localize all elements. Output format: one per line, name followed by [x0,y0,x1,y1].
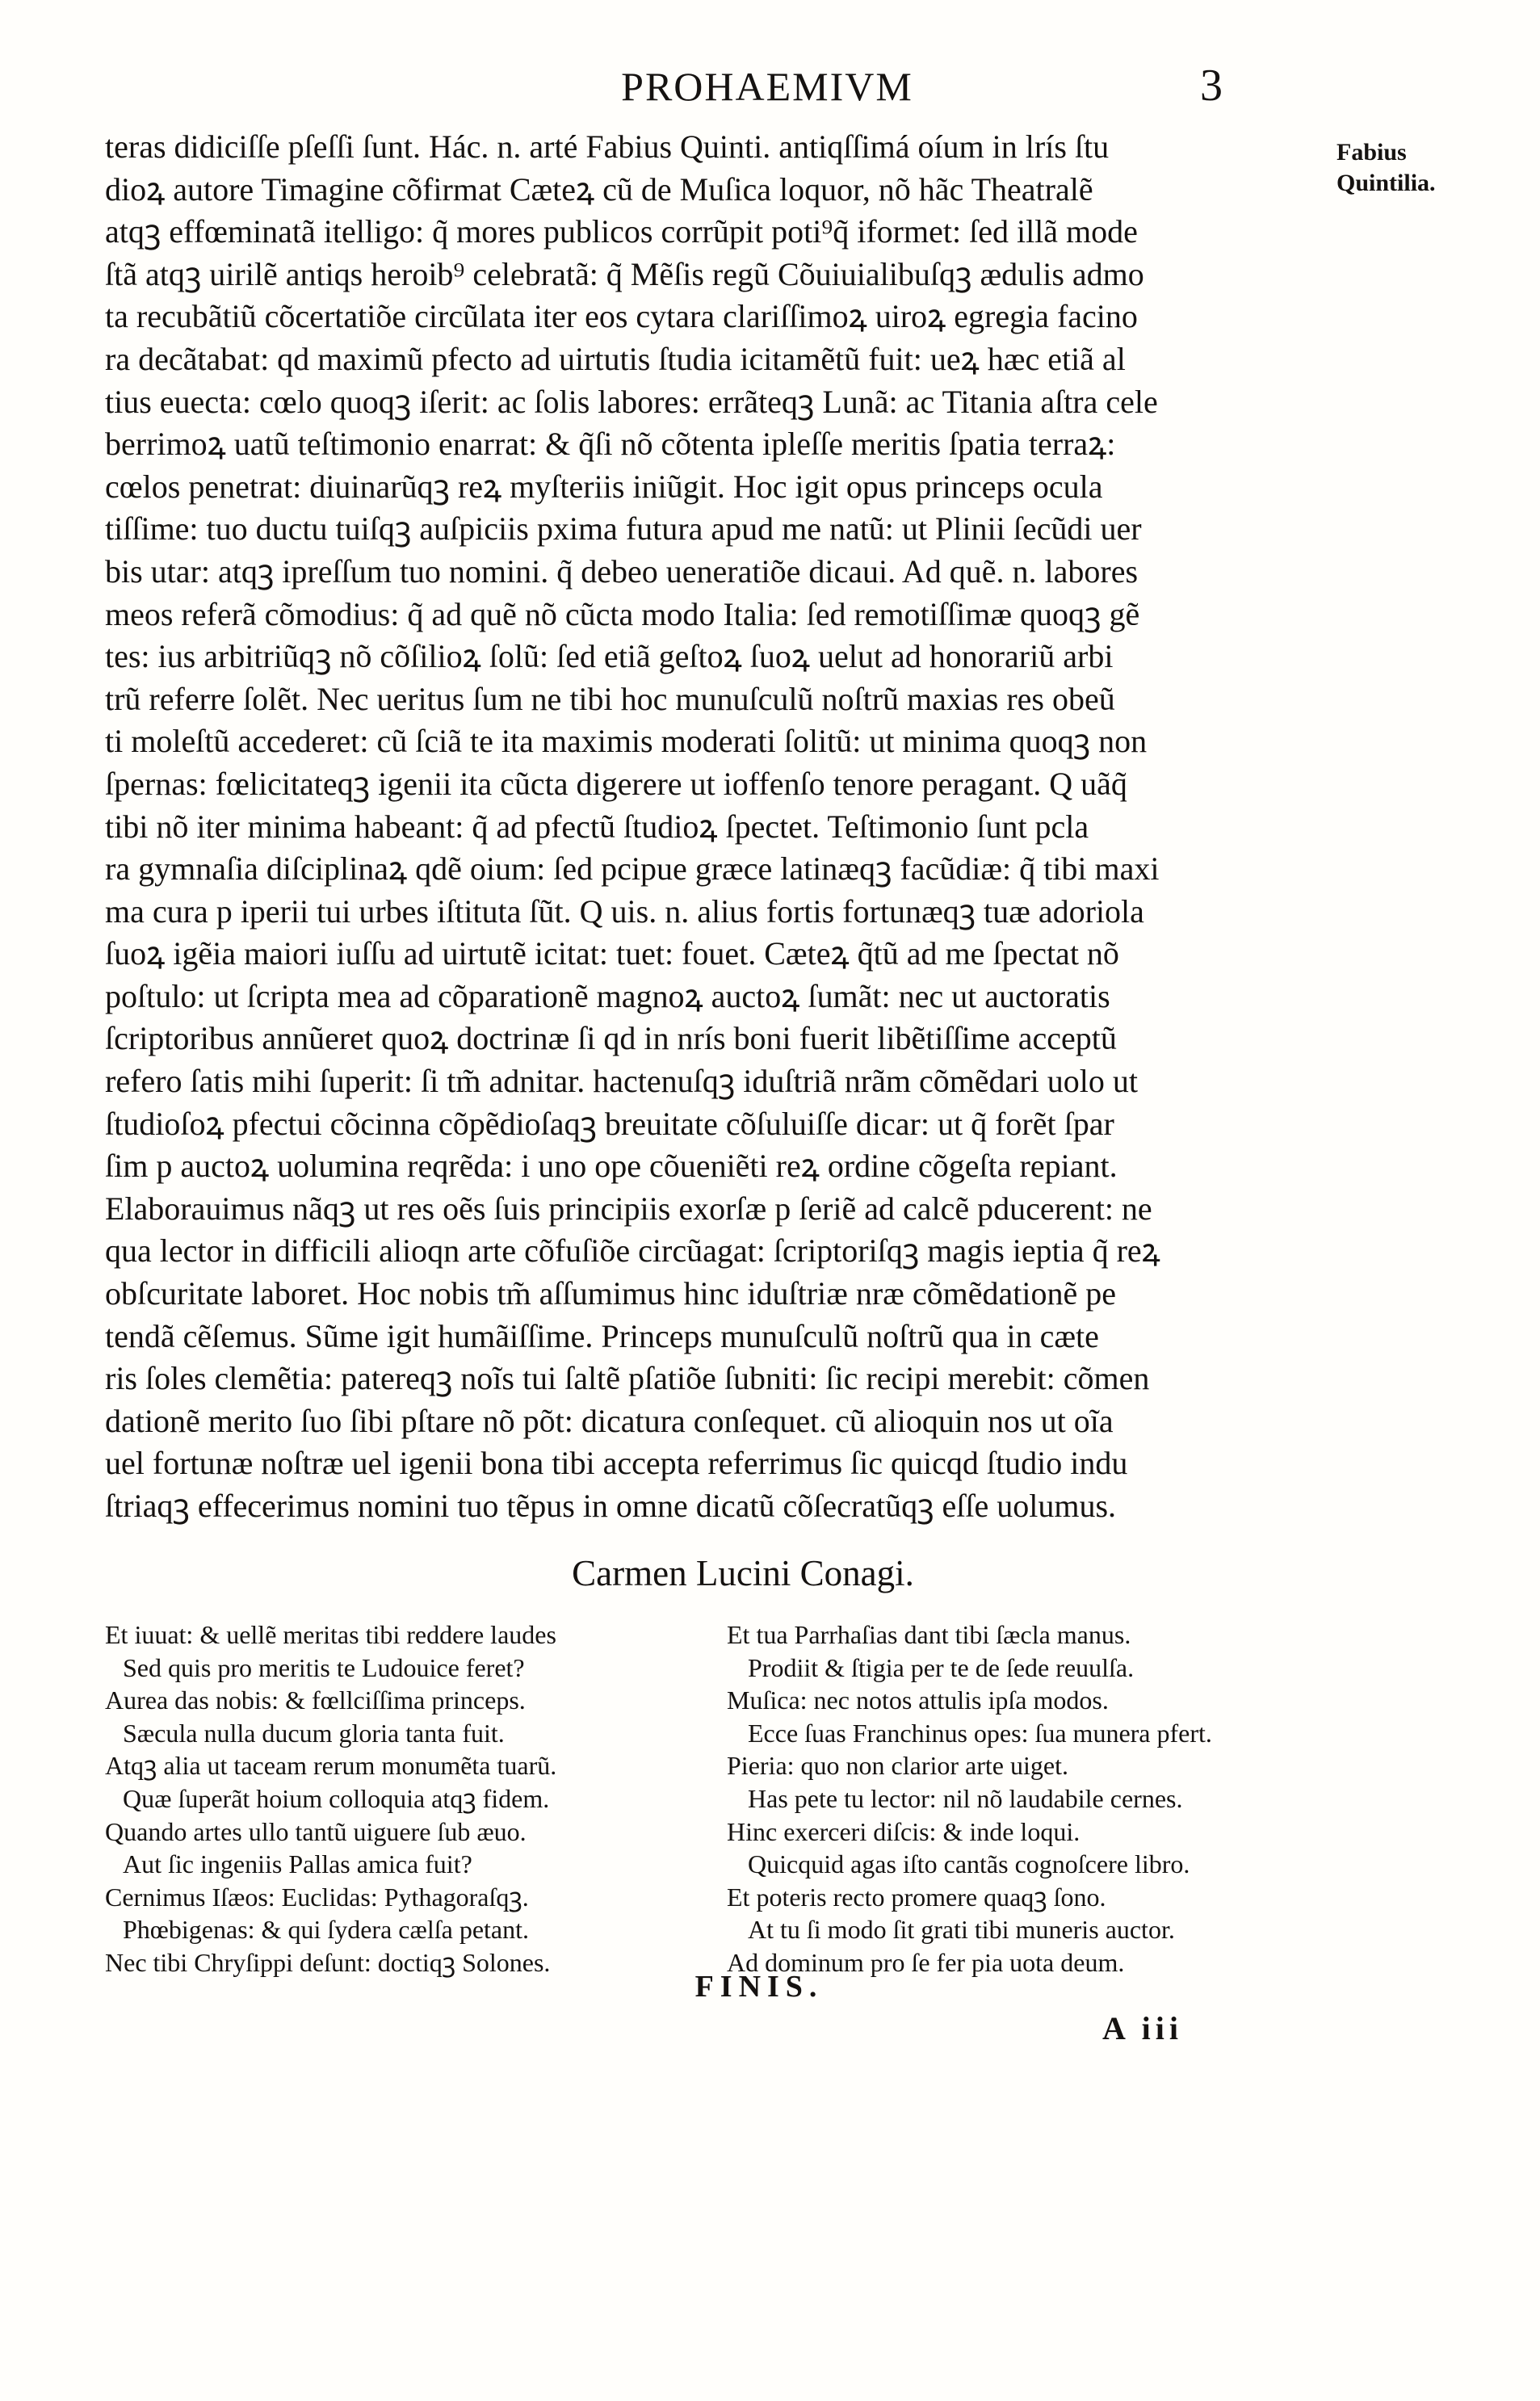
poem-verse: Cernimus Iſæos: Euclidas: Pythagoraſqꝫ. [105,1882,529,1912]
body-text-line: ſim p auctoꝝ uolumina reqrẽda: i uno ope cõueniẽti reꝝ ordine cõgeſta repiant. [105,1148,1118,1185]
body-text-line: teras didiciſſe pſeſſi ſunt. Hác. n. arté Fabius Quinti. antiqſſimá oíum in lrís ſtu [105,128,1110,165]
body-text-line: tius euecta: cœlo quoqꝫ iſerit: ac ſolis labores: errãteqꝫ Lunã: ac Titania aſtra cele [105,383,1158,420]
body-text-line: refero ſatis mihi ſuperit: ſi tm̃ adnitar. hactenuſqꝫ iduſtriã nrãm cõmẽdari uolo ut [105,1063,1138,1100]
poem-verse: Quicquid agas iſto cantãs cognoſcere libro. [748,1849,1190,1879]
body-text-line: tiſſime: tuo ductu tuiſqꝫ auſpiciis pxima futura apud me natũ: ut Plinii ſecũdi uer [105,510,1142,548]
poem-verse: Has pete tu lector: nil nõ laudabile cernes. [748,1783,1183,1813]
body-text-line: ti moleſtũ accederet: cũ ſciã te ita maximis moderati ſolitũ: ut minima quoqꝫ non [105,723,1148,760]
body-text-line: tibi nõ iter minima habeant: q̃ ad pfectũ ſtudioꝝ ſpectet. Teſtimonio ſunt pcla [105,808,1089,845]
body-text-line: meos referã cõmodius: q̃ ad quẽ nõ cũcta modo Italia: ſed remotiſſimæ quoqꝫ gẽ [105,595,1140,632]
body-text-line: qua lector in difficili alioqn arte cõfuſiõe circũagat: ſcriptoriſqꝫ magis ieptia q̃ reꝝ [105,1232,1160,1270]
poem-verse: Et tua Parrhaſias dant tibi ſæcla manus. [727,1620,1131,1649]
poem-verse: Atqꝫ alia ut taceam rerum monumẽta tuarũ. [105,1751,557,1781]
body-text-line: atqꝫ effœminatã itelligo: q̃ mores publicos corrũpit poti⁹q̃ iformet: ſed illã mode [105,213,1138,250]
poem-verse: Sed quis pro meritis te Ludouice feret? [123,1652,525,1682]
prologue-body-text [105,126,1300,1528]
body-text-line: berrimoꝝ uatũ teſtimonio enarrat: & q̃ſi nõ cõtenta ipleſſe meritis ſpatia terraꝝ: [105,426,1116,463]
body-text-line: ſtriaqꝫ effecerimus nomini tuo tẽpus in omne dicatũ cõſecratũqꝫ eſſe uolumus. [105,1488,1117,1524]
poem-verse: Quando artes ullo tantũ uiguere ſub æuo. [105,1816,527,1846]
poem-verse: Ad dominum pro ſe fer pia uota deum. [727,1947,1125,1977]
poem-verse: Aurea das nobis: & fœllciſſima princeps. [105,1685,526,1715]
poem-verse: Nec tibi Chryſippi deſunt: doctiqꝫ Solones. [105,1947,551,1977]
body-text-line: dioꝝ autore Timagine cõfirmat Cæteꝝ cũ de Muſica loquor, nõ hãc Theatralẽ [105,170,1093,208]
poem-verse: Quæ ſuperãt hoium colloquia atqꝫ fidem. [123,1783,550,1813]
poem-verse: Et iuuat: & uellẽ meritas tibi reddere laudes [105,1620,556,1649]
signature-mark: A iii [1102,2010,1184,2046]
poem-title: Carmen Lucini Conagi. [572,1553,914,1593]
body-text-line: ma cura p iperii tui urbes iſtituta ſũt. Q uis. n. alius fortis fortunæqꝫ tuæ adoriola [105,892,1144,930]
poem-verse: At tu ſi modo ſit grati tibi muneris auctor. [748,1915,1175,1945]
finis-mark: FINIS. [694,1970,824,2004]
poem-verse: Aut ſic ingeniis Pallas amica fuit? [123,1849,472,1879]
poem-verse: Pieria: quo non clarior arte uiget. [727,1751,1068,1781]
poem-verse: Prodiit & ſtigia per te de ſede reuulſa. [748,1652,1135,1682]
body-text-line: bis utar: atqꝫ ipreſſum tuo nomini. q̃ debeo ueneratiõe dicaui. Ad quẽ. n. labores [105,552,1139,590]
body-text-line: ra gymnaſia diſciplinaꝝ qdẽ oium: ſed pcipue græce latinæqꝫ facũdiæ: q̃ tibi maxi [105,850,1160,888]
marginal-note-line: Fabius [1336,139,1407,166]
body-text-line: ris ſoles clemẽtia: patereqꝫ noĩs tui ſaltẽ pſatiõe ſubniti: ſic recipi merebit: cõmen [105,1360,1150,1397]
poem-right-column [727,1618,1341,1979]
body-text-line: tendã cẽſemus. Sũme igit humãiſſime. Princeps munuſculũ noſtrũ qua in cæte [105,1317,1099,1354]
body-text-line: cœlos penetrat: diuinarũqꝫ reꝝ myſteriis iniũgit. Hoc igit opus princeps ocula [105,468,1103,505]
body-text-line: ta recubãtiũ cõcertatiõe circũlata iter eos cytara clariſſimoꝝ uiroꝝ egregia facino [105,298,1138,335]
body-text-line: Elaborauimus nãqꝫ ut res oẽs ſuis principiis exorſæ p ſeriẽ ad calcẽ pducerent: ne [105,1190,1152,1227]
marginal-note-line: Quintilia. [1336,170,1436,196]
body-text-line: ſuoꝝ igẽia maiori iuſſu ad uirtutẽ icitat: tuet: fouet. Cæteꝝ q̃tũ ad me ſpectat nõ [105,935,1119,972]
poem-verse: Phœbigenas: & qui ſydera cælſa petant. [123,1915,529,1945]
body-text-line: ſtã atqꝫ uirilẽ antiqs heroib⁹ celebratã: q̃ Mẽſis regũ Cõuiuialibuſqꝫ ædulis admo [105,255,1144,292]
poem-verse: Sæcula nulla ducum gloria tanta fuit. [123,1718,505,1748]
poem-verse: Muſica: nec notos attulis ipſa modos. [727,1685,1109,1715]
body-text-line: uel fortunæ noſtræ uel igenii bona tibi accepta referrimus ſic quicqd ſtudio indu [105,1445,1128,1482]
poem-verse: Ecce ſuas Franchinus opes: ſua munera pfert. [748,1718,1212,1748]
poem-verse: Hinc exerceri diſcis: & inde loqui. [727,1816,1081,1846]
body-text-line: ſtudioſoꝝ pfectui cõcinna cõpẽdioſaqꝫ breuitate cõſuluiſſe dicar: ut q̃ forẽt ſpar [105,1105,1114,1142]
body-text-line: poſtulo: ut ſcripta mea ad cõparationẽ magnoꝝ auctoꝝ ſumãt: nec ut auctoratis [105,977,1110,1014]
body-text-line: trũ referre ſolẽt. Nec ueritus ſum ne tibi hoc munuſculũ noſtrũ maxias res obeũ [105,680,1115,717]
marginal-note [1336,137,1506,199]
body-text-line: obſcuritate laboret. Hoc nobis tm̃ aſſumimus hinc iduſtriæ nræ cõmẽdationẽ pe [105,1275,1116,1312]
poem-verse: Et poteris recto promere quaqꝫ ſono. [727,1882,1106,1912]
body-text-line: ra decãtabat: qd maximũ pfecto ad uirtutis ſtudia icitamẽtũ fuit: ueꝝ hæc etiã al [105,340,1126,377]
body-text-line: ſcriptoribus annũeret quoꝝ doctrinæ ſi qd in nrís boni fuerit libẽtiſſime acceptũ [105,1020,1117,1057]
body-text-line: dationẽ merito ſuo ſibi pſtare nõ põt: dicatura conſequet. cũ alioquin nos ut oĩa [105,1402,1114,1439]
body-text-line: tes: ius arbitriũqꝫ nõ cõſilioꝝ ſolũ: ſed etiã geſtoꝝ ſuoꝝ uelut ad honorariũ arbi [105,638,1114,675]
poem-left-column [105,1618,719,1979]
body-text-line: ſpernas: fœlicitateqꝫ igenii ita cũcta digerere ut ioffenſo tenore peragant. Q uãq̃ [105,765,1127,802]
running-head-title: PROHAEMIVM [621,64,913,109]
folio-number: 3 [1200,61,1223,111]
